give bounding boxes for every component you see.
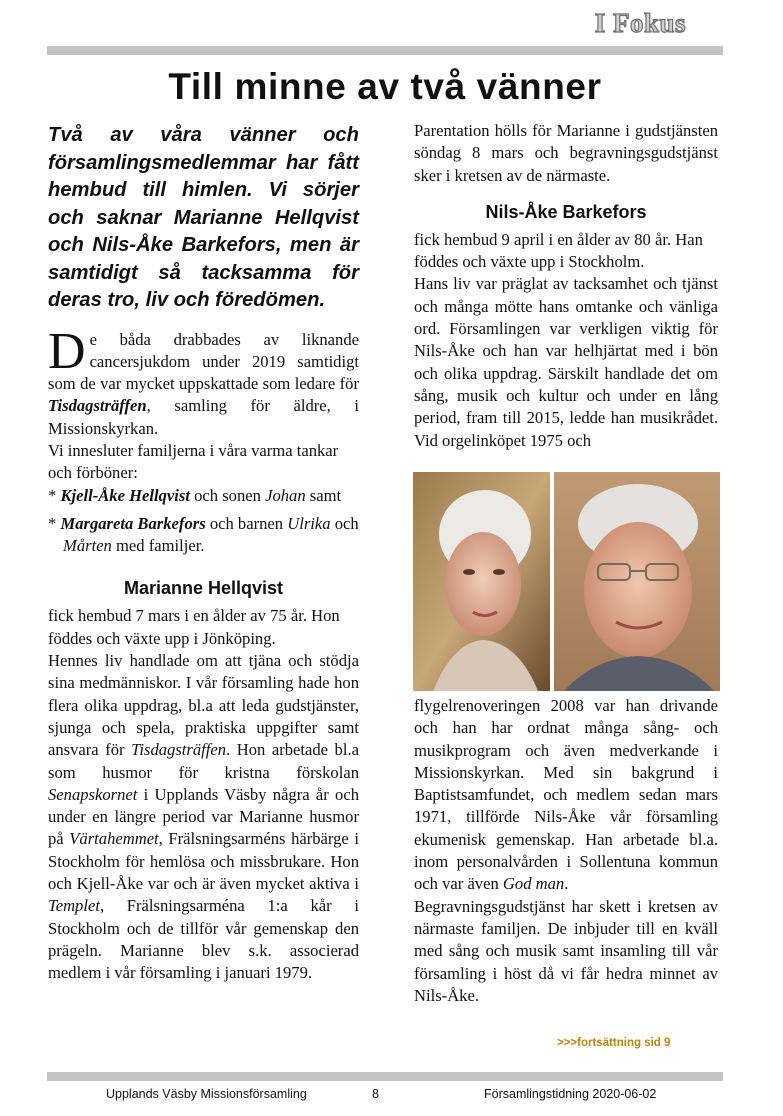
list-text: och barnen xyxy=(205,513,288,533)
list-bullet: * xyxy=(48,485,61,505)
emphasis: Templet xyxy=(48,896,100,916)
text: , Frälsningsarméns härbärge i Stockholm för hemlösa och missbrukare. Hon och Kjell-Åke var och är även mycket aktiva i xyxy=(48,829,360,894)
intro-text: e båda drabbades av liknande cancersjukdom under 2019 samtidigt som de var mycket uppskattade som ledare för xyxy=(48,329,359,394)
text: , Frälsningsarména 1:a kår i Stockholm och de tillför vår gemenskap den prägeln. Marianne blev s.k. associerad medlem i vår församling i januari 1979. xyxy=(48,896,359,983)
list-text-end: med familjer. xyxy=(111,536,205,556)
article-lead: Två av våra vänner och församlingsmedlemmar har fått hembud till himlen. Vi sörjer och saknar Marianne Hellqvist och Nils-Åke Barkefors, men är samtidigt så tacksamma för deras tro, liv och föredömen. xyxy=(48,124,359,311)
list-item xyxy=(48,485,359,507)
portrait-marianne xyxy=(413,472,550,691)
nilsake-paragraph-2: Hans liv var präglat av tacksamhet och tjänst och många mötte hans omtanke och vänliga ord. Församlingen var verkligen viktig för Nils-Åke och han var helhjärtat med i bön och olika uppdrag. Särskilt handlade det om sång, musik och kultur och under en lång period, fram till 2015, ledde han musikrådet. Vid orgelinköpet 1975 och xyxy=(414,274,718,450)
emphasis: Tisdagsträffen xyxy=(131,740,227,760)
right-column-top xyxy=(414,120,718,452)
right-column-bottom xyxy=(414,695,718,1007)
emphasis: Senapskornet xyxy=(48,784,138,804)
marianne-paragraph-2 xyxy=(48,650,359,984)
continued-link[interactable]: >>>fortsättning sid 9 xyxy=(557,1037,671,1049)
footer-organization: Upplands Väsby Missionsförsamling xyxy=(106,1087,307,1101)
families-paragraph: Vi innesluter familjerna i våra varma tankar och förböner: xyxy=(48,440,339,483)
marianne-heading: Marianne Hellqvist xyxy=(123,578,284,599)
nilsake-paragraph-3: Begravningsgudstjänst har skett i kretsen av närmaste familjen. De inbjuder till en kväll med sång och musik samt insamling till vår församling i höst då vi får hedra minnet av Nils-Åke. xyxy=(414,896,718,1005)
parentation-paragraph: Parentation hölls för Marianne i gudstjänsten söndag 8 mars och begravningsgudstjänst sker i kretsen av de närmaste. xyxy=(414,121,718,185)
intro-text-end: , samling för äldre, i Missionskyrkan. xyxy=(48,396,359,438)
nilsake-paragraph-1: fick hembud 9 april i en ålder av 80 år. Han föddes och växte upp i Stockholm. xyxy=(414,229,703,272)
text: Hennes liv handlade om att tjäna och stödja sina medmänniskor. I vår församling hade hon flera olika uppdrag, bl.a att leda gudstjänster, sjunga och spela, praktiska uppgifter samt ansvara för xyxy=(48,651,359,760)
child-name: Ulrika xyxy=(287,513,331,533)
emphasis: God man xyxy=(502,874,565,894)
text: . xyxy=(564,874,569,894)
intro-paragraph xyxy=(48,322,359,440)
drop-cap: D xyxy=(48,322,86,380)
list-text: och xyxy=(330,513,359,533)
list-text: och sonen xyxy=(189,485,266,505)
left-column xyxy=(48,122,359,985)
text: flygelrenoveringen 2008 var han drivande och han har ordnat många sång- och musikprogram och även medverkande i Missionskyrkan. Med sin bakgrund i Baptistsamfundet, och medlem sedan mars 1971, tillförde Nils-Åke vår församling ekumenisk gemenskap. Han arbetade bl.a. inom personalvården i Sollentuna kommun och var även xyxy=(414,696,718,894)
child-name: Johan xyxy=(265,485,306,505)
portrait-photos xyxy=(413,472,720,691)
text: i Upplands Väsby några år och under en längre period var Marianne husmor på xyxy=(48,784,359,849)
article-title: Till minne av två vänner xyxy=(168,66,602,107)
portrait-nilsake xyxy=(554,472,720,691)
section-label: I Fokus xyxy=(594,8,686,38)
list-bullet: * xyxy=(48,513,61,533)
child-name: Mårten xyxy=(63,536,112,556)
top-divider xyxy=(47,46,723,55)
list-item xyxy=(48,513,359,558)
nilsake-paragraph-2-cont xyxy=(414,695,718,896)
list-text-end: samt xyxy=(305,485,342,505)
nilsake-heading: Nils-Åke Barkefors xyxy=(485,201,647,222)
family-name: Kjell-Åke Hellqvist xyxy=(60,485,190,505)
text: . Hon arbetade bl.a som husmor för kristna förskolan xyxy=(48,740,359,782)
emphasis: Värtahemmet xyxy=(69,829,159,849)
marianne-paragraph-1: fick hembud 7 mars i en ålder av 75 år. Hon föddes och växte upp i Jönköping. xyxy=(48,606,340,648)
family-name: Margareta Barkefors xyxy=(60,513,206,533)
footer-page-number: 8 xyxy=(372,1087,379,1101)
footer-publication: Församlingstidning 2020-06-02 xyxy=(484,1087,657,1101)
intro-emphasis: Tisdagsträffen xyxy=(48,396,147,416)
bottom-divider xyxy=(47,1072,723,1081)
